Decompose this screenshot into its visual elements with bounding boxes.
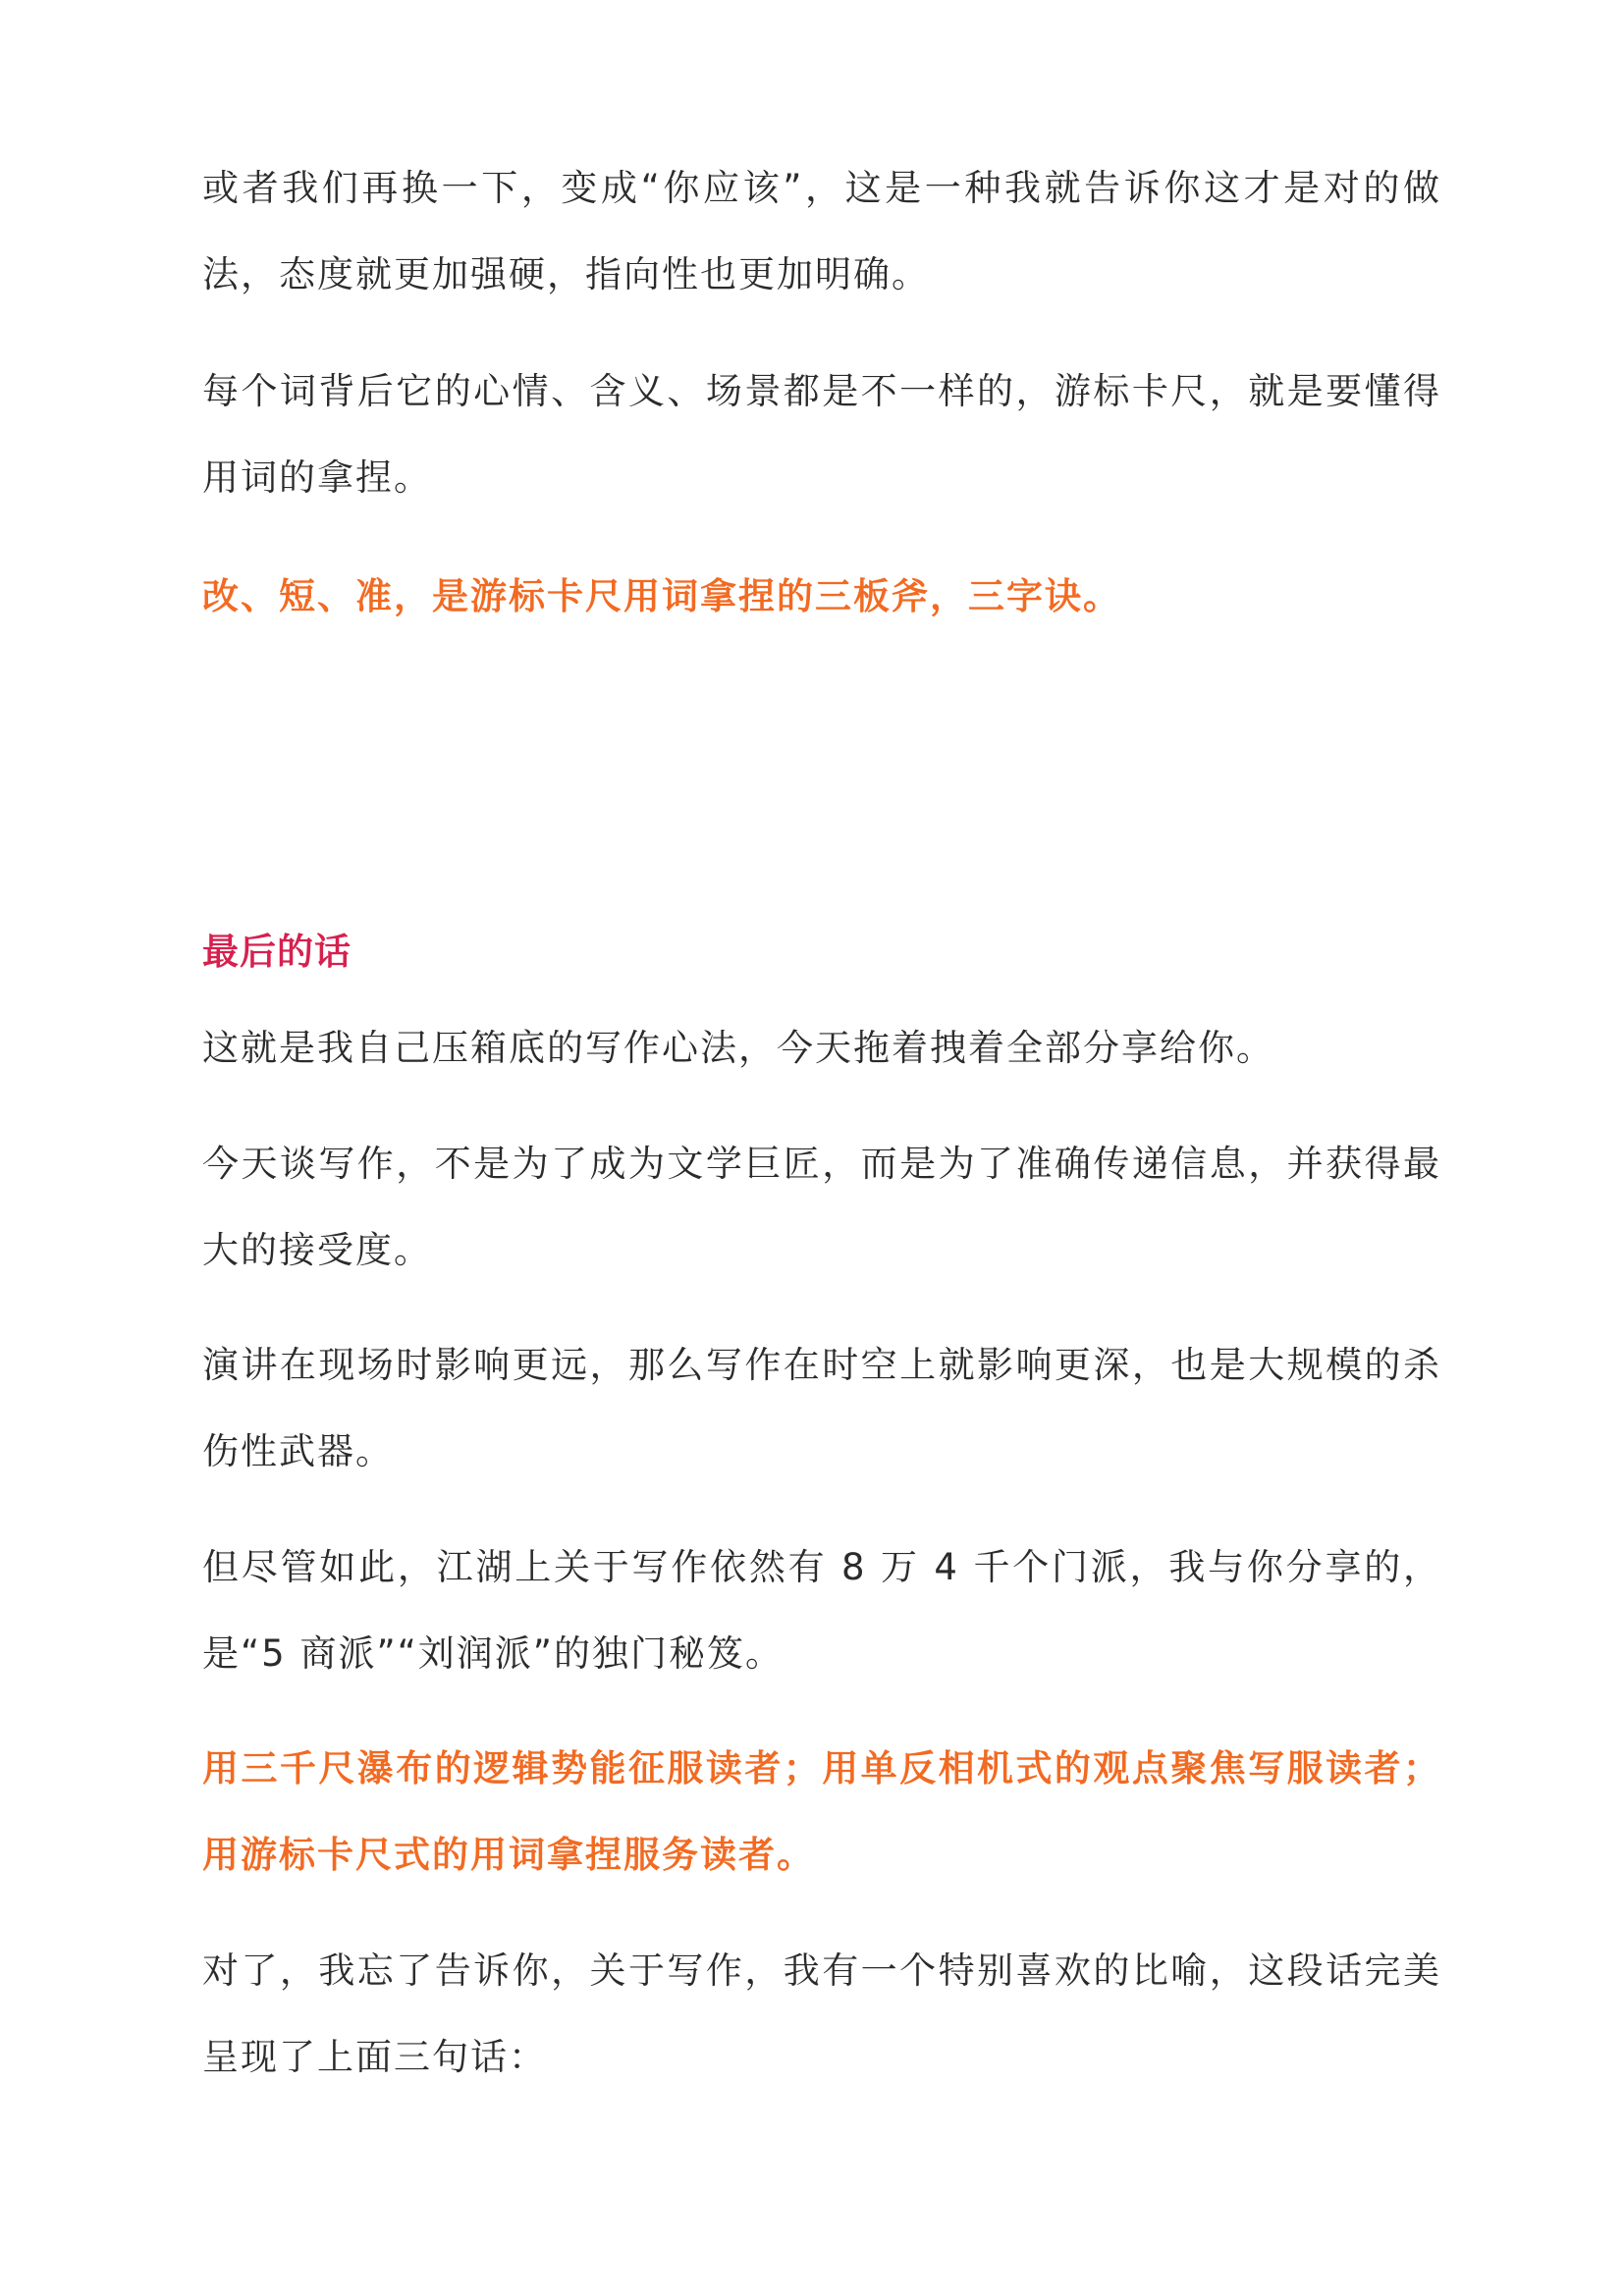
emphasis-three-tips: 改、短、准，是游标卡尺用词拿捏的三板斧，三字诀。 bbox=[202, 575, 1121, 617]
paragraph-writing-impact: 演讲在现场时影响更远，那么写作在时空上就影响更深，也是大规模的杀伤性武器。 bbox=[202, 1344, 1441, 1472]
paragraph-writing-schools: 但尽管如此，江湖上关于写作依然有 8 万 4 千个门派，我与你分享的，是“5 商派”“刘润派”的独门秘笈。 bbox=[202, 1546, 1441, 1675]
paragraph-sharing-method: 这就是我自己压箱底的写作心法，今天拖着拽着全部分享给你。 bbox=[202, 1027, 1274, 1069]
section-heading-final-words: 最后的话 bbox=[202, 931, 352, 973]
paragraph-alternative-phrasing: 或者我们再换一下，变成“你应该”，这是一种我就告诉你这才是对的做法，态度就更加强硬，指向性也更加明确。 bbox=[202, 167, 1441, 295]
paragraph-writing-purpose: 今天谈写作，不是为了成为文学巨匠，而是为了准确传递信息，并获得最大的接受度。 bbox=[202, 1143, 1441, 1271]
paragraph-word-nuance: 每个词背后它的心情、含义、场景都是不一样的，游标卡尺，就是要懂得用词的拿捏。 bbox=[202, 370, 1441, 499]
emphasis-three-methods: 用三千尺瀑布的逻辑势能征服读者；用单反相机式的观点聚焦写服读者；用游标卡尺式的用词拿捏服务读者。 bbox=[202, 1747, 1441, 1876]
paragraph-metaphor-intro: 对了，我忘了告诉你，关于写作，我有一个特别喜欢的比喻，这段话完美呈现了上面三句话： bbox=[202, 1949, 1441, 2078]
